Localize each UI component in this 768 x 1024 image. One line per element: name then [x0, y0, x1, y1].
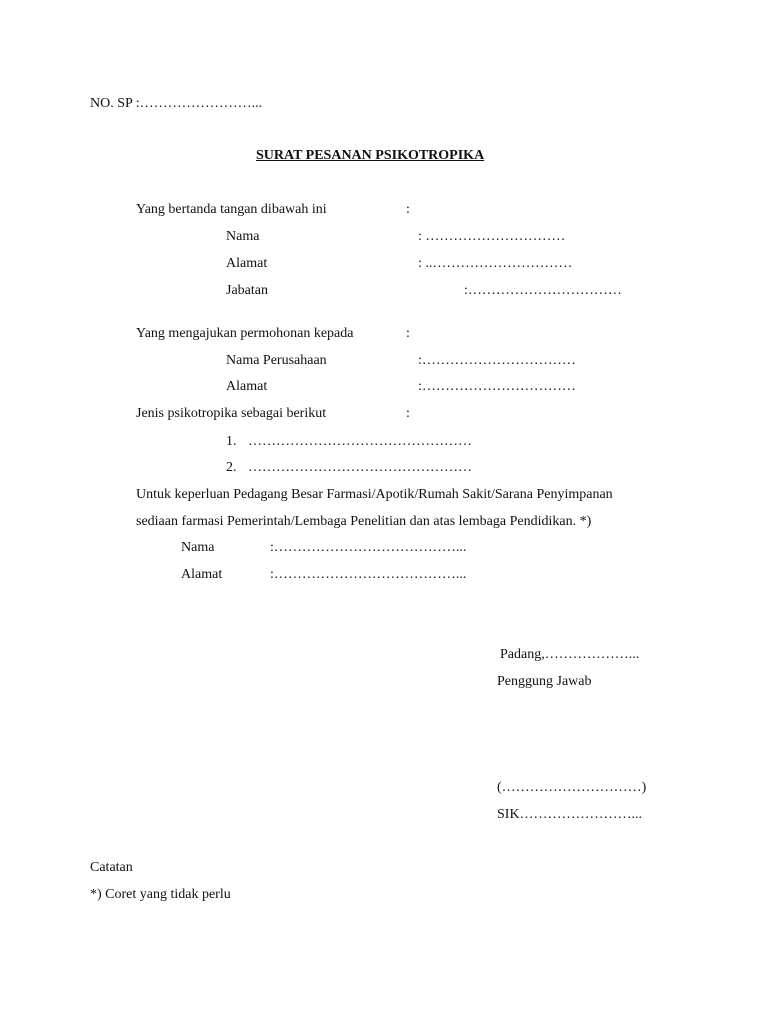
item-value: ………………………………………… [248, 434, 472, 449]
signer-alamat-label: Alamat [226, 256, 268, 271]
signer-intro-colon: : [406, 202, 410, 217]
purpose-nama-value: :…………………………………... [270, 540, 467, 555]
signer-nama-label: Nama [226, 229, 260, 244]
recipient-perusahaan-label: Nama Perusahaan [226, 353, 327, 368]
recipient-perusahaan-value: :…………………………… [418, 353, 576, 368]
notes-heading: Catatan [90, 860, 133, 875]
item-number: 2. [226, 460, 237, 475]
item-value: ………………………………………… [248, 460, 472, 475]
signature-place-date: Padang,………………... [500, 647, 640, 662]
signature-name-line: (…………………………) [497, 780, 647, 795]
items-intro: Jenis psikotropika sebagai berikut [136, 406, 327, 421]
signer-jabatan-label: Jabatan [226, 283, 268, 298]
document-title: SURAT PESANAN PSIKOTROPIKA [256, 148, 485, 163]
purpose-alamat-value: :…………………………………... [270, 567, 467, 582]
purpose-nama-label: Nama [181, 540, 215, 555]
items-intro-colon: : [406, 406, 410, 421]
recipient-alamat-value: :…………………………… [418, 379, 576, 394]
purpose-line-2: sediaan farmasi Pemerintah/Lembaga Penelitian dan atas lembaga Pendidikan. *) [136, 514, 592, 529]
recipient-intro: Yang mengajukan permohonan kepada [136, 326, 354, 341]
purpose-alamat-label: Alamat [181, 567, 223, 582]
recipient-alamat-label: Alamat [226, 379, 268, 394]
signer-nama-value: : ………………………… [418, 229, 566, 244]
signature-role: Penggung Jawab [497, 674, 592, 689]
signer-intro: Yang bertanda tangan dibawah ini [136, 202, 327, 217]
signer-alamat-value: : ..………………………… [418, 256, 573, 271]
signer-jabatan-value: :…………………………… [464, 283, 622, 298]
notes-text: *) Coret yang tidak perlu [90, 887, 231, 902]
item-number: 1. [226, 434, 237, 449]
signature-sik: SIK……………………... [497, 807, 643, 822]
recipient-intro-colon: : [406, 326, 410, 341]
no-sp: NO. SP :……………………... [90, 96, 263, 111]
purpose-line-1: Untuk keperluan Pedagang Besar Farmasi/Apotik/Rumah Sakit/Sarana Penyimpanan [136, 487, 613, 502]
